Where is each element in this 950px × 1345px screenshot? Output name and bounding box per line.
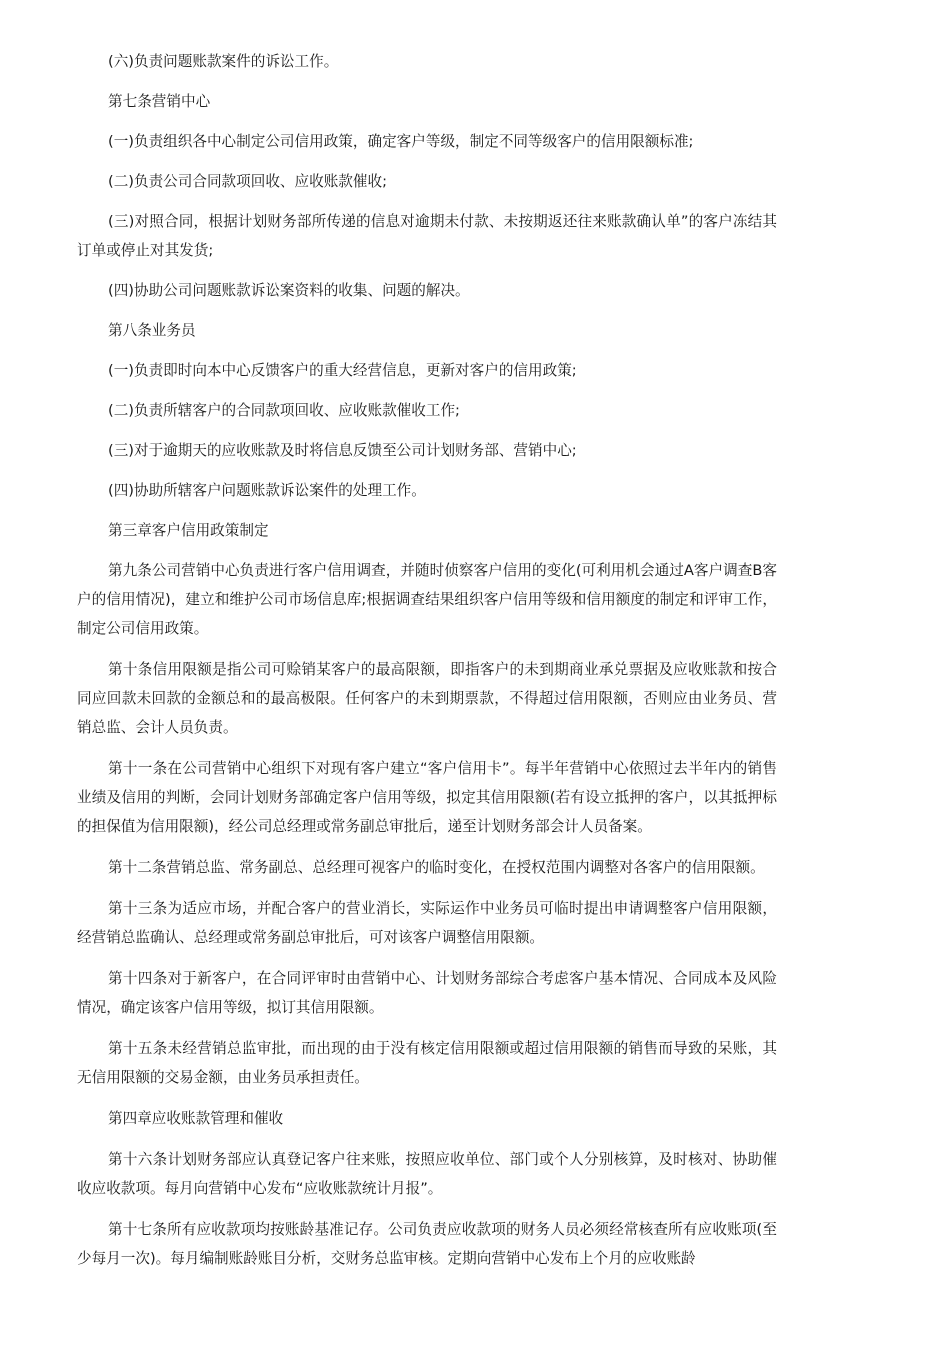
article-12: 第十二条营销总监、常务副总、总经理可视客户的临时变化，在授权范围内调整对各客户的信用限额。 bbox=[108, 859, 765, 876]
article-11: 第十一条在公司营销中心组织下对现有客户建立“客户信用卡”。每半年营销中心依照过去半年内的销售业绩及信用的判断，会同计划财务部确定客户信用等级，拟定其信用限额(若有设立抵押的客户，以其抵押标的担保值为信用限额)，经公司总经理或常务副总审批后，递至计划财务部会计人员备案。 bbox=[77, 760, 777, 835]
article-17: 第十七条所有应收款项均按账龄基准记存。公司负责应收款项的财务人员必须经常核查所有应收账项(至少每月一次)。每月编制账龄账目分析，交财务总监审核。定期向营销中心发布上个月的应收账龄 bbox=[77, 1221, 777, 1267]
document-page bbox=[77, 47, 777, 1273]
paragraph-10: (三)对于逾期天的应收账款及时将信息反馈至公司计划财务部、营销中心; bbox=[108, 442, 577, 459]
article-13: 第十三条为适应市场，并配合客户的营业消长，实际运作中业务员可临时提出申请调整客户信用限额，经营销总监确认、总经理或常务副总审批后，可对该客户调整信用限额。 bbox=[77, 900, 777, 946]
article-7-heading: 第七条营销中心 bbox=[108, 93, 211, 110]
article-8-heading: 第八条业务员 bbox=[108, 322, 196, 339]
paragraph-8: (一)负责即时向本中心反馈客户的重大经营信息，更新对客户的信用政策; bbox=[108, 362, 577, 379]
paragraph-6: (四)协助公司问题账款诉讼案资料的收集、问题的解决。 bbox=[108, 282, 470, 299]
article-14: 第十四条对于新客户，在合同评审时由营销中心、计划财务部综合考虑客户基本情况、合同成本及风险情况，确定该客户信用等级，拟订其信用限额。 bbox=[77, 970, 777, 1016]
paragraph-9: (二)负责所辖客户的合同款项回收、应收账款催收工作; bbox=[108, 402, 460, 419]
article-16: 第十六条计划财务部应认真登记客户往来账，按照应收单位、部门或个人分别核算，及时核对、协助催收应收款项。每月向营销中心发布“应收账款统计月报”。 bbox=[77, 1151, 777, 1197]
paragraph-5: (三)对照合同，根据计划财务部所传递的信息对逾期未付款、未按期返还往来账款确认单”的客户冻结其订单或停止对其发货; bbox=[77, 213, 777, 259]
paragraph-3: (一)负责组织各中心制定公司信用政策，确定客户等级，制定不同等级客户的信用限额标准; bbox=[108, 133, 694, 150]
chapter-4-heading: 第四章应收账款管理和催收 bbox=[108, 1110, 284, 1127]
chapter-3-heading: 第三章客户信用政策制定 bbox=[108, 522, 269, 539]
paragraph-4: (二)负责公司合同款项回收、应收账款催收; bbox=[108, 173, 387, 190]
article-10: 第十条信用限额是指公司可赊销某客户的最高限额，即指客户的未到期商业承兑票据及应收账款和按合同应回款未回款的金额总和的最高极限。任何客户的未到期票款，不得超过信用限额，否则应由业务员、营销总监、会计人员负责。 bbox=[77, 661, 777, 736]
article-9: 第九条公司营销中心负责进行客户信用调查，并随时侦察客户信用的变化(可利用机会通过A客户调查B客户的信用情况)，建立和维护公司市场信息库;根据调查结果组织客户信用等级和信用额度的制定和评审工作，制定公司信用政策。 bbox=[77, 562, 777, 637]
article-15: 第十五条未经营销总监审批，而出现的由于没有核定信用限额或超过信用限额的销售而导致的呆账，其无信用限额的交易金额，由业务员承担责任。 bbox=[77, 1040, 777, 1086]
paragraph-11: (四)协助所辖客户问题账款诉讼案件的处理工作。 bbox=[108, 482, 426, 499]
paragraph-1: (六)负责问题账款案件的诉讼工作。 bbox=[108, 53, 339, 70]
